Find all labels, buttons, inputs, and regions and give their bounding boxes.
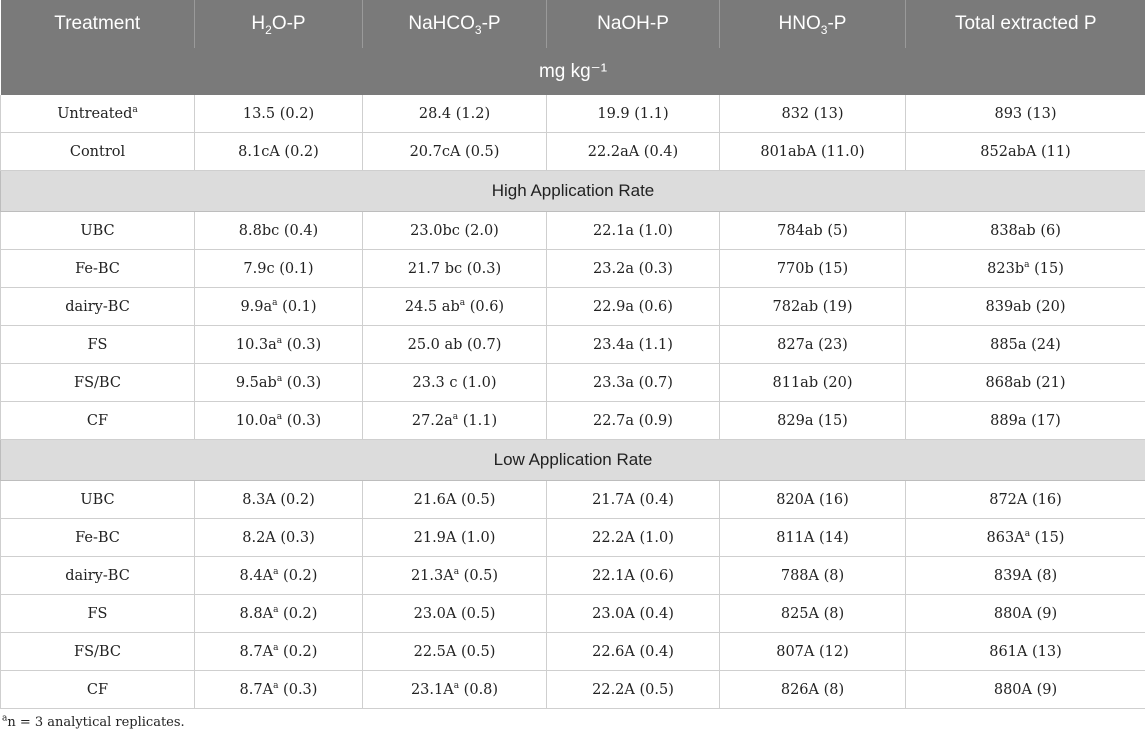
treatment-cell: UBC [1,212,195,250]
table-row [1,633,1145,671]
naoh-cell: 19.9 (1.1) [547,95,720,133]
table-row [1,557,1145,595]
naoh-cell: 22.1A (0.6) [547,557,720,595]
header-nahco3-p: NaHCO$_3$-P [363,0,547,48]
h2o-cell: $8.7A^a$ (0.2) [195,633,363,671]
table-row [1,133,1145,171]
hno3-cell: 820A (16) [720,481,906,519]
treatment-cell: Fe-BC [1,250,195,288]
h2o-cell: $10.0a^a$ (0.3) [195,402,363,440]
total-cell: 839A (8) [906,557,1145,595]
naoh-cell: 21.7A (0.4) [547,481,720,519]
h2o-cell: $8.8A^a$ (0.2) [195,595,363,633]
total-cell: 861A (13) [906,633,1145,671]
hno3-cell: 811ab (20) [720,364,906,402]
header-naoh-p: NaOH-P [547,0,720,48]
treatment-cell: dairy-BC [1,288,195,326]
treatment-cell: CF [1,671,195,709]
h2o-cell: 13.5 (0.2) [195,95,363,133]
hno3-cell: 770b (15) [720,250,906,288]
nahco3-cell: $21.3A^a$ (0.5) [363,557,547,595]
nahco3-cell: 23.0bc (2.0) [363,212,547,250]
total-cell: 868ab (21) [906,364,1145,402]
treatment-cell: FS/BC [1,633,195,671]
h2o-cell: 7.9c (0.1) [195,250,363,288]
hno3-cell: 784ab (5) [720,212,906,250]
hno3-cell: 788A (8) [720,557,906,595]
nahco3-cell: 28.4 (1.2) [363,95,547,133]
treatment-cell: Untreated$^a$ [1,95,195,133]
naoh-cell: 22.2A (0.5) [547,671,720,709]
header-total-extracted-p: Total extracted P [906,0,1145,48]
treatment-cell: dairy-BC [1,557,195,595]
header-h2o-p: $H_2O-P$ [195,0,363,48]
table-row [1,595,1145,633]
table-row [1,326,1145,364]
table-row [1,212,1145,250]
nahco3-cell: 22.5A (0.5) [363,633,547,671]
total-cell: 893 (13) [906,95,1145,133]
naoh-cell: 22.2A (1.0) [547,519,720,557]
total-cell: $863A^a$ (15) [906,519,1145,557]
h2o-cell: $9.9a^a$ (0.1) [195,288,363,326]
h2o-cell: $9.5ab^a$ (0.3) [195,364,363,402]
h2o-cell: 8.1cA (0.2) [195,133,363,171]
hno3-cell: 807A (12) [720,633,906,671]
hno3-cell: 825A (8) [720,595,906,633]
hno3-cell: 811A (14) [720,519,906,557]
treatment-cell: FS [1,326,195,364]
h2o-cell: 8.8bc (0.4) [195,212,363,250]
naoh-cell: 23.3a (0.7) [547,364,720,402]
h2o-cell: 8.2A (0.3) [195,519,363,557]
nahco3-cell: 21.9A (1.0) [363,519,547,557]
hno3-cell: 827a (23) [720,326,906,364]
table-row [1,364,1145,402]
table-row [1,481,1145,519]
table-row [1,95,1145,133]
table-row [1,671,1145,709]
treatment-cell: CF [1,402,195,440]
total-cell: 872A (16) [906,481,1145,519]
naoh-cell: 22.7a (0.9) [547,402,720,440]
treatment-cell: UBC [1,481,195,519]
table-row [1,402,1145,440]
nahco3-cell: 23.3 c (1.0) [363,364,547,402]
units-row [1,48,1145,95]
nahco3-cell: $23.1A^a$ (0.8) [363,671,547,709]
h2o-cell: $8.7A^a$ (0.3) [195,671,363,709]
section-low-application-rate-label: Low Application Rate [1,440,1145,481]
footnote: $^a$n = 3 analytical replicates. [2,713,185,730]
nahco3-cell: $27.2a^a$ (1.1) [363,402,547,440]
naoh-cell: 22.1a (1.0) [547,212,720,250]
total-cell: 838ab (6) [906,212,1145,250]
total-cell: 880A (9) [906,671,1145,709]
treatment-cell: FS/BC [1,364,195,402]
h2o-cell: 8.3A (0.2) [195,481,363,519]
naoh-cell: 23.2a (0.3) [547,250,720,288]
hno3-cell: 832 (13) [720,95,906,133]
section-low-application-rate [1,440,1145,481]
hno3-cell: 801abA (11.0) [720,133,906,171]
naoh-cell: 22.9a (0.6) [547,288,720,326]
naoh-cell: 22.6A (0.4) [547,633,720,671]
total-cell: 885a (24) [906,326,1145,364]
hno3-cell: 782ab (19) [720,288,906,326]
units-label: mg kg⁻¹ [1,48,1145,95]
nahco3-cell: 23.0A (0.5) [363,595,547,633]
naoh-cell: 23.4a (1.1) [547,326,720,364]
treatment-cell: Fe-BC [1,519,195,557]
nahco3-cell: 24.5 $ab^a$ (0.6) [363,288,547,326]
table-row [1,250,1145,288]
naoh-cell: 22.2aA (0.4) [547,133,720,171]
header-treatment: Treatment [1,0,195,48]
total-cell: 839ab (20) [906,288,1145,326]
nahco3-cell: 20.7cA (0.5) [363,133,547,171]
total-cell: 889a (17) [906,402,1145,440]
header-hno3-p: $HNO_3-P$ [720,0,906,48]
total-cell: $823b^a$ (15) [906,250,1145,288]
naoh-cell: 23.0A (0.4) [547,595,720,633]
nahco3-cell: 25.0 ab (0.7) [363,326,547,364]
treatment-cell: Control [1,133,195,171]
section-high-application-rate [1,171,1145,212]
hno3-cell: 826A (8) [720,671,906,709]
nahco3-cell: 21.6A (0.5) [363,481,547,519]
total-cell: 852abA (11) [906,133,1145,171]
header-row [1,0,1145,48]
h2o-cell: $8.4A^a$ (0.2) [195,557,363,595]
hno3-cell: 829a (15) [720,402,906,440]
table-row [1,288,1145,326]
nahco3-cell: 21.7 bc (0.3) [363,250,547,288]
total-cell: 880A (9) [906,595,1145,633]
section-high-application-rate-label: High Application Rate [1,171,1145,212]
treatment-cell: FS [1,595,195,633]
h2o-cell: $10.3a^a$ (0.3) [195,326,363,364]
table-row [1,519,1145,557]
